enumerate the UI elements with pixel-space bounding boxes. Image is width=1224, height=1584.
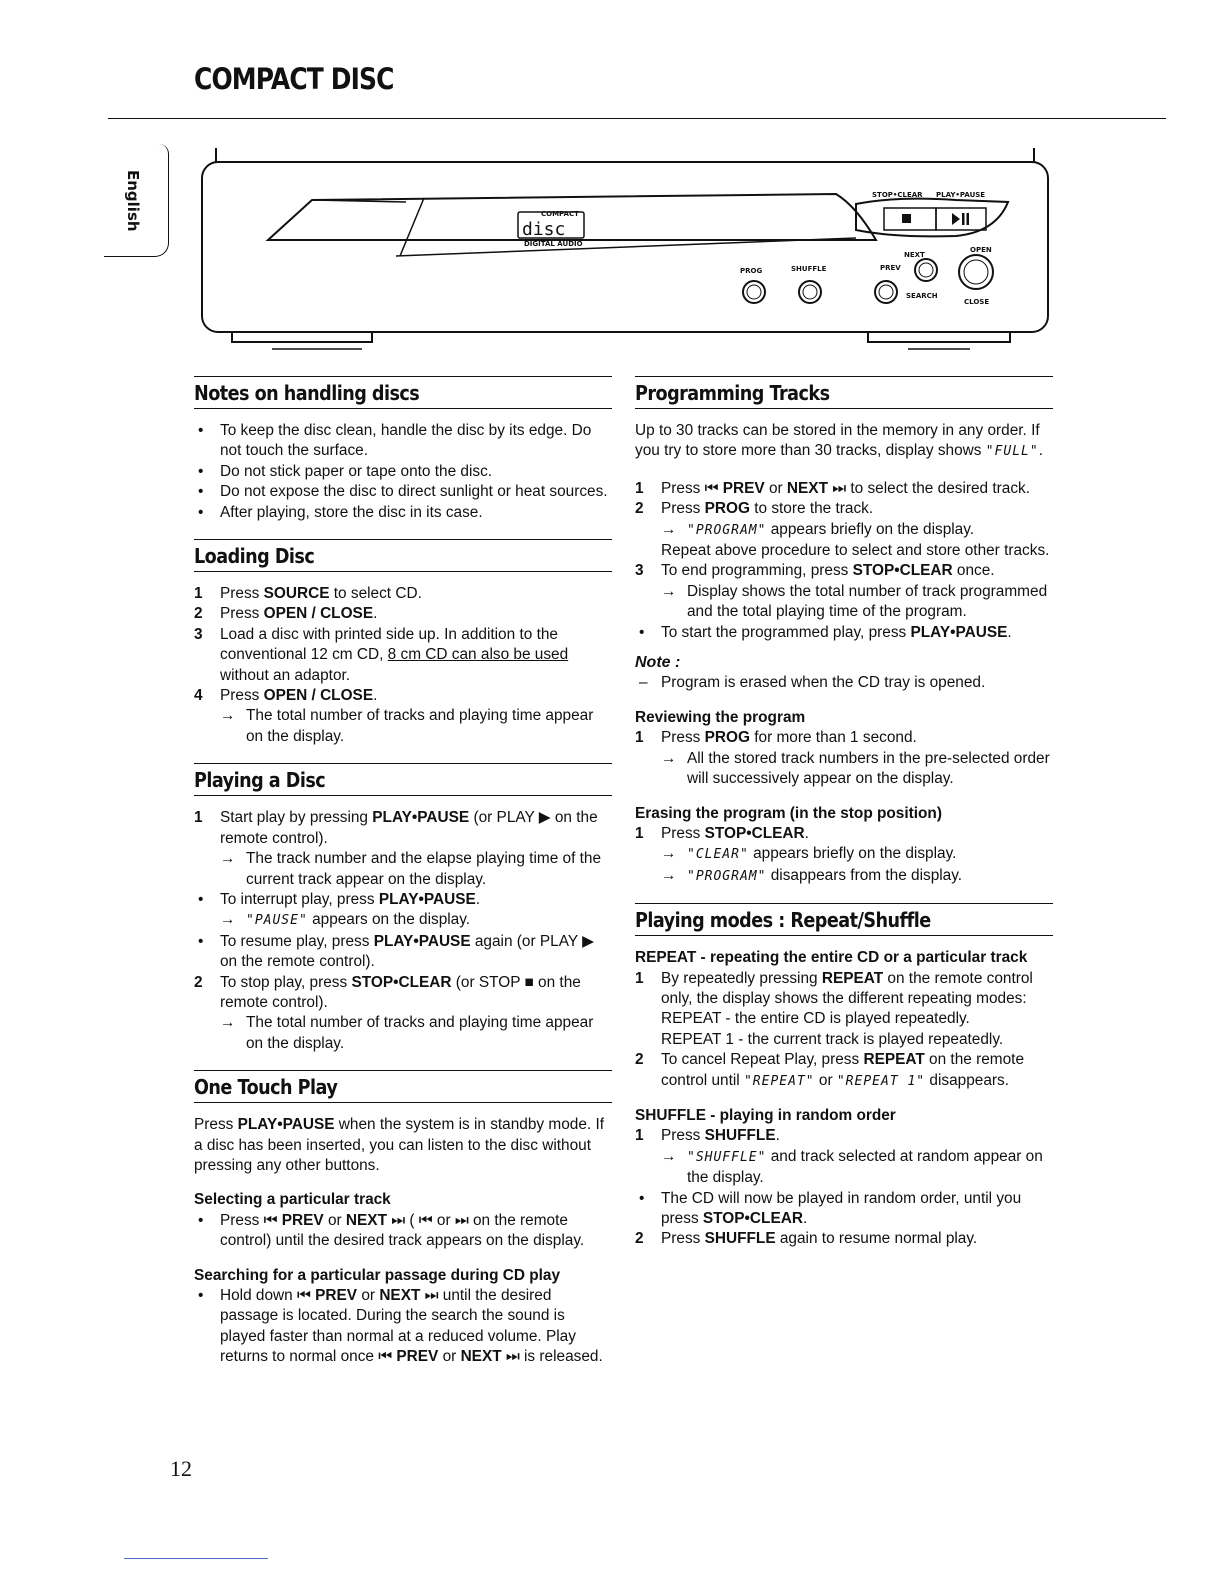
prog-button	[743, 281, 765, 303]
note-heading: Note :	[635, 654, 681, 672]
list-item: 1 Press STOP•CLEAR.	[635, 824, 809, 842]
list-item: → All the stored track numbers in the pre-selected order will successively appear on the display.	[661, 749, 1050, 788]
playing-heading: Playing a Disc	[194, 763, 612, 796]
shuffle-label: SHUFFLE	[791, 265, 827, 273]
programming-intro: Up to 30 tracks can be stored in the memory in any order. If you try to store more than 30 tracks, display shows "FULL".	[635, 422, 1043, 460]
left-column	[194, 376, 612, 1368]
next-prev-button	[915, 259, 937, 281]
list-item: 3 To end programming, press STOP•CLEAR once.	[635, 562, 995, 580]
erasing-heading: Erasing the program (in the stop position)	[635, 804, 942, 822]
list-item: 2 Press OPEN / CLOSE.	[194, 605, 378, 623]
list-item: → The total number of tracks and playing time appear on the display.	[220, 707, 594, 745]
list-item: 2 To stop play, press STOP•CLEAR (or STOP ■ on the remote control).	[194, 973, 581, 1011]
list-item: 2 Press PROG to store the track.	[635, 500, 874, 518]
prog-label: PROG	[740, 267, 763, 275]
list-item: → "SHUFFLE" and track selected at random appear on the display.	[661, 1147, 1043, 1187]
onetouch-heading: One Touch Play	[194, 1070, 612, 1103]
search-button	[875, 281, 897, 303]
prev-label: PREV	[880, 264, 901, 272]
open-label: OPEN	[970, 246, 992, 254]
list-item: → Display shows the total number of track programmed and the total playing time of the program.	[661, 582, 1048, 621]
repeat-heading: REPEAT - repeating the entire CD or a particular track	[635, 949, 1028, 967]
onetouch-paragraph: Press PLAY•PAUSE when the system is in standby mode. If a disc has been inserted, you can listen to the disc without pressing any other buttons.	[194, 1116, 604, 1174]
language-tab-label: English	[124, 170, 142, 232]
list-item: 4 Press OPEN / CLOSE.	[194, 687, 378, 705]
list-item: • Do not stick paper or tape onto the disc.	[198, 462, 493, 480]
list-item: • To resume play, press PLAY•PAUSE again (or PLAY ▶ on the remote control).	[198, 932, 594, 971]
next-label: NEXT	[904, 251, 925, 259]
shuffle-button	[799, 281, 821, 303]
page-number: 12	[170, 1456, 192, 1481]
list-item: • Hold down ⏮ PREV or NEXT ⏭ until the desired passage is located. During the search the sound is played faster than normal at a reduced volume. Play returns to normal once ⏮ PREV or NEXT ⏭ is released.	[198, 1287, 603, 1366]
list-item: 3 Load a disc with printed side up. In addition to the conventional 12 cm CD, 8 cm CD can also be used without an adaptor.	[194, 625, 569, 684]
footer-rule	[124, 1558, 268, 1559]
right-foot	[868, 332, 1010, 342]
left-foot	[232, 332, 372, 342]
searching-heading: Searching for a particular passage during CD play	[194, 1266, 561, 1284]
play-pause-label: PLAY•PAUSE	[936, 191, 986, 199]
list-item: → "PROGRAM" disappears from the display.	[661, 866, 963, 884]
logo-top: COMPACT	[541, 210, 579, 218]
list-item: • After playing, store the disc in its case.	[198, 503, 483, 521]
loading-heading: Loading Disc	[194, 539, 612, 572]
shuffle-heading: SHUFFLE - playing in random order	[635, 1106, 896, 1124]
list-item: • To interrupt play, press PLAY•PAUSE.	[198, 890, 481, 908]
programming-heading: Programming Tracks	[635, 376, 1053, 409]
language-tab	[104, 144, 169, 257]
list-item: • To start the programmed play, press PLAY•PAUSE.	[639, 623, 1012, 641]
notes-heading: Notes on handling discs	[194, 376, 612, 409]
stop-clear-label: STOP•CLEAR	[872, 191, 923, 199]
logo-mid: disc	[522, 219, 566, 240]
list-item: 1 By repeatedly pressing REPEAT on the remote control only, the display shows the different repeating modes:	[635, 969, 1033, 1007]
list-item: → "CLEAR" appears briefly on the display.	[661, 845, 957, 863]
logo-bottom: DIGITAL AUDIO	[524, 240, 583, 248]
list-item: 1 Press ⏮ PREV or NEXT ⏭ to select the desired track.	[635, 479, 1031, 497]
stop-icon	[902, 214, 911, 223]
list-item: • To keep the disc clean, handle the disc by its edge. Do not touch the surface.	[198, 422, 592, 460]
cd-player-illustration	[196, 146, 1056, 358]
list-item: 1 Start play by pressing PLAY•PAUSE (or PLAY ▶ on the remote control).	[194, 809, 598, 847]
list-item: • Do not expose the disc to direct sunlight or heat sources.	[198, 483, 608, 501]
close-label: CLOSE	[964, 298, 990, 306]
list-item: → "PAUSE" appears on the display.	[220, 911, 471, 929]
list-item: 1 Press SOURCE to select CD.	[194, 585, 422, 603]
list-item: – Program is erased when the CD tray is opened.	[639, 674, 986, 692]
list-item: 2 To cancel Repeat Play, press REPEAT on the remote control until "REPEAT" or "REPEAT 1" disappears.	[635, 1051, 1025, 1089]
list-item: → The total number of tracks and playing time appear on the display.	[220, 1014, 594, 1052]
title-rule	[108, 118, 1166, 119]
play-icon	[952, 213, 960, 225]
modes-heading: Playing modes : Repeat/Shuffle	[635, 903, 1053, 936]
reviewing-heading: Reviewing the program	[635, 708, 806, 726]
list-item: • The CD will now be played in random order, until you press STOP•CLEAR.	[639, 1189, 1022, 1227]
list-item: 2 Press SHUFFLE again to resume normal play.	[635, 1230, 978, 1248]
list-item: 1 Press PROG for more than 1 second.	[635, 729, 917, 747]
list-item: → The track number and the elapse playing time of the current track appear on the display.	[220, 850, 602, 888]
list-item: • Press ⏮ PREV or NEXT ⏭ ( ⏮ or ⏭ on the remote control) until the desired track appears on the display.	[198, 1211, 585, 1250]
right-column: Programming Tracks Up to 30 tracks can be stored in the memory in any order. If you try to store more than 30 tracks, display shows "FULL". 1 Press ⏮ PREV or NEXT ⏭ to select the desired track. 2 Press PROG to store the track. → "PROGRAM" appears briefly on the display. Repeat above procedure to select and store other tracks. 3 To end programming, press STOP•CLEAR once. → Display shows the total number of track programmed and the total playing time of the program. • To start the programmed play, press PLAY•PAUSE. Note : – Program is erased when the CD tray is opened. Reviewing the program 1 Press PROG for more than 1 second. → All the stored track numbers in the pre-selected order will successively appear on the display. Erasing the program (in the stop position) 1 Press STOP•CLEAR. → "CLEAR" appears briefly on the display. → "PROGRAM" disappears from the display. Playing modes : Repeat/Shuffle REPEAT - repeating the entire CD or a particular track 1 By repeatedly pressing REPEAT on the remote control only, the display shows the different repeating modes: REPEAT - the entire CD is played repeatedly. REPEAT 1 - the current track is played repeatedly. 2 To cancel Repeat Play, press REPEAT on the remote control until "REPEAT" or "REPEAT 1" disappears. SHUFFLE - playing in random order 1 Press SHUFFLE. → "SHUFFLE" and track selected at random appear on the display. • The CD will now be played in random order, until you press STOP•CLEAR. 2 Press SHUFFLE again to resume normal play.	[635, 376, 1053, 1250]
search-label: SEARCH	[906, 292, 938, 300]
page-title: COMPACT DISC	[194, 62, 394, 96]
list-item: → "PROGRAM" appears briefly on the display.	[661, 520, 975, 538]
list-item: 1 Press SHUFFLE.	[635, 1127, 780, 1145]
selecting-heading: Selecting a particular track	[194, 1191, 391, 1209]
